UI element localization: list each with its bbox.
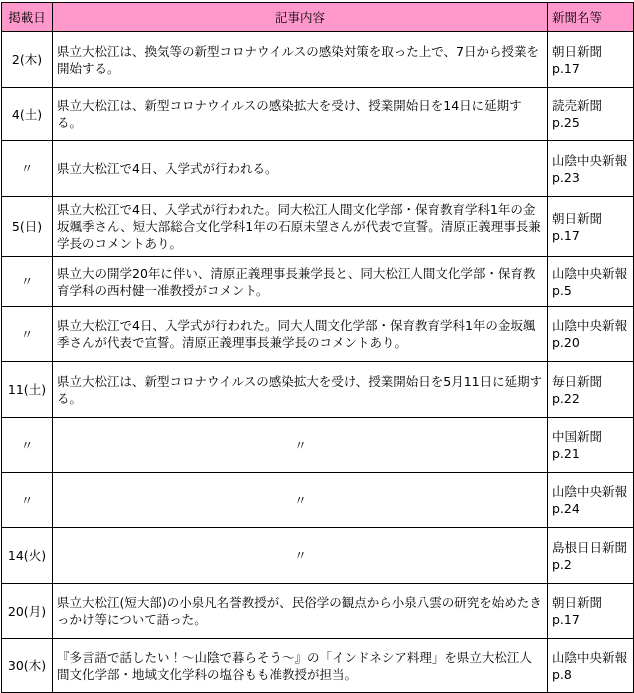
paper-page: p.17: [552, 612, 580, 627]
paper-page: p.20: [552, 335, 580, 350]
content-cell: 県立大松江は、新型コロナウイルスの感染拡大を受け、授業開始日を14日に延期する。: [53, 88, 548, 141]
paper-cell: [548, 257, 634, 307]
date-cell: 〃: [2, 257, 53, 307]
paper-page: p.17: [552, 60, 580, 76]
paper-cell: [548, 88, 634, 141]
table-row: [2, 197, 634, 257]
date-cell: 〃: [2, 307, 53, 362]
paper-cell: [548, 528, 634, 584]
date-cell: 〃: [2, 418, 53, 473]
paper-name: 島根日日新聞: [552, 539, 628, 555]
table-row: [2, 307, 634, 362]
paper-cell: [548, 307, 634, 362]
table-row: [2, 639, 634, 693]
date-cell: 2(木): [2, 32, 53, 88]
content-cell: 県立大松江で4日、入学式が行われた。同大人間文化学部・保育教育学科1年の金坂颯季さんが代表で宣誓。清原正義理事長兼学長のコメントあり。: [53, 307, 548, 362]
date-cell: 11(土): [2, 362, 53, 418]
paper-page: p.21: [552, 446, 580, 461]
paper-name: 朝日新聞: [552, 210, 603, 226]
content-cell: 県立大の開学20年に伴い、清原正義理事長兼学長と、同大松江人間文化学部・保育教育学科の西村健一准教授がコメント。: [53, 257, 548, 307]
paper-cell: [548, 473, 634, 528]
paper-cell: [548, 197, 634, 257]
paper-name: 山陰中央新報: [552, 649, 628, 665]
paper-cell: [548, 362, 634, 418]
paper-name: 毎日新聞: [552, 373, 603, 389]
column-header-content: 記事内容: [53, 3, 548, 32]
paper-cell: [548, 584, 634, 639]
date-cell: 4(土): [2, 88, 53, 141]
table-row: [2, 528, 634, 584]
table-row: [2, 257, 634, 307]
date-cell: 5(日): [2, 197, 53, 257]
paper-name: 読売新聞: [552, 98, 603, 113]
paper-page: p.23: [552, 169, 580, 185]
column-header-date: 掲載日: [2, 3, 53, 32]
table-row: [2, 362, 634, 418]
paper-name: 山陰中央新報: [552, 265, 628, 281]
table-row: [2, 584, 634, 639]
paper-page: p.22: [552, 390, 580, 406]
paper-page: p.25: [552, 115, 580, 130]
paper-cell: [548, 141, 634, 197]
paper-page: p.24: [552, 501, 580, 516]
table-row: [2, 473, 634, 528]
paper-name: 山陰中央新報: [552, 484, 628, 499]
content-cell: 県立大松江は、新型コロナウイルスの感染拡大を受け、授業開始日を5月11日に延期する。: [53, 362, 548, 418]
paper-name: 朝日新聞: [552, 43, 603, 59]
content-cell: 〃: [53, 418, 548, 473]
content-cell: 県立大松江(短大部)の小泉凡名誉教授が、民俗学の観点から小泉八雲の研究を始めたきっかけ等について語った。: [53, 584, 548, 639]
paper-name: 中国新聞: [552, 429, 603, 444]
date-cell: 14(火): [2, 528, 53, 584]
paper-cell: [548, 418, 634, 473]
paper-page: p.2: [552, 556, 572, 572]
column-header-paper: 新聞名等: [548, 3, 634, 32]
date-cell: 〃: [2, 473, 53, 528]
paper-page: p.5: [552, 282, 572, 298]
date-cell: 20(月): [2, 584, 53, 639]
table-row: [2, 141, 634, 197]
paper-page: p.17: [552, 227, 580, 243]
date-cell: 30(木): [2, 639, 53, 693]
paper-name: 朝日新聞: [552, 595, 603, 610]
content-cell: 県立大松江で4日、入学式が行われた。同大松江人間文化学部・保育教育学科1年の金坂颯季さん、短大部総合文化学科1年の石原未望さんが代表で宣誓。清原正義理事長兼学長のコメントあり。: [53, 197, 548, 257]
paper-name: 山陰中央新報: [552, 318, 628, 333]
paper-cell: [548, 639, 634, 693]
table-row: [2, 88, 634, 141]
header-row: [2, 3, 634, 32]
content-cell: 〃: [53, 473, 548, 528]
table-row: [2, 418, 634, 473]
paper-cell: [548, 32, 634, 88]
paper-page: p.8: [552, 666, 572, 682]
content-cell: 〃: [53, 528, 548, 584]
table-row: [2, 32, 634, 88]
paper-name: 山陰中央新報: [552, 152, 628, 168]
content-cell: 県立大松江は、換気等の新型コロナウイルスの感染対策を取った上で、7日から授業を開始する。: [53, 32, 548, 88]
content-cell: 県立大松江で4日、入学式が行われる。: [53, 141, 548, 197]
date-cell: 〃: [2, 141, 53, 197]
content-cell: 『多言語で話したい！〜山陰で暮らそう〜』の「インドネシア料理」を県立大松江人間文化学部・地域文化学科の塩谷もも准教授が担当。: [53, 639, 548, 693]
article-table: [1, 2, 634, 693]
